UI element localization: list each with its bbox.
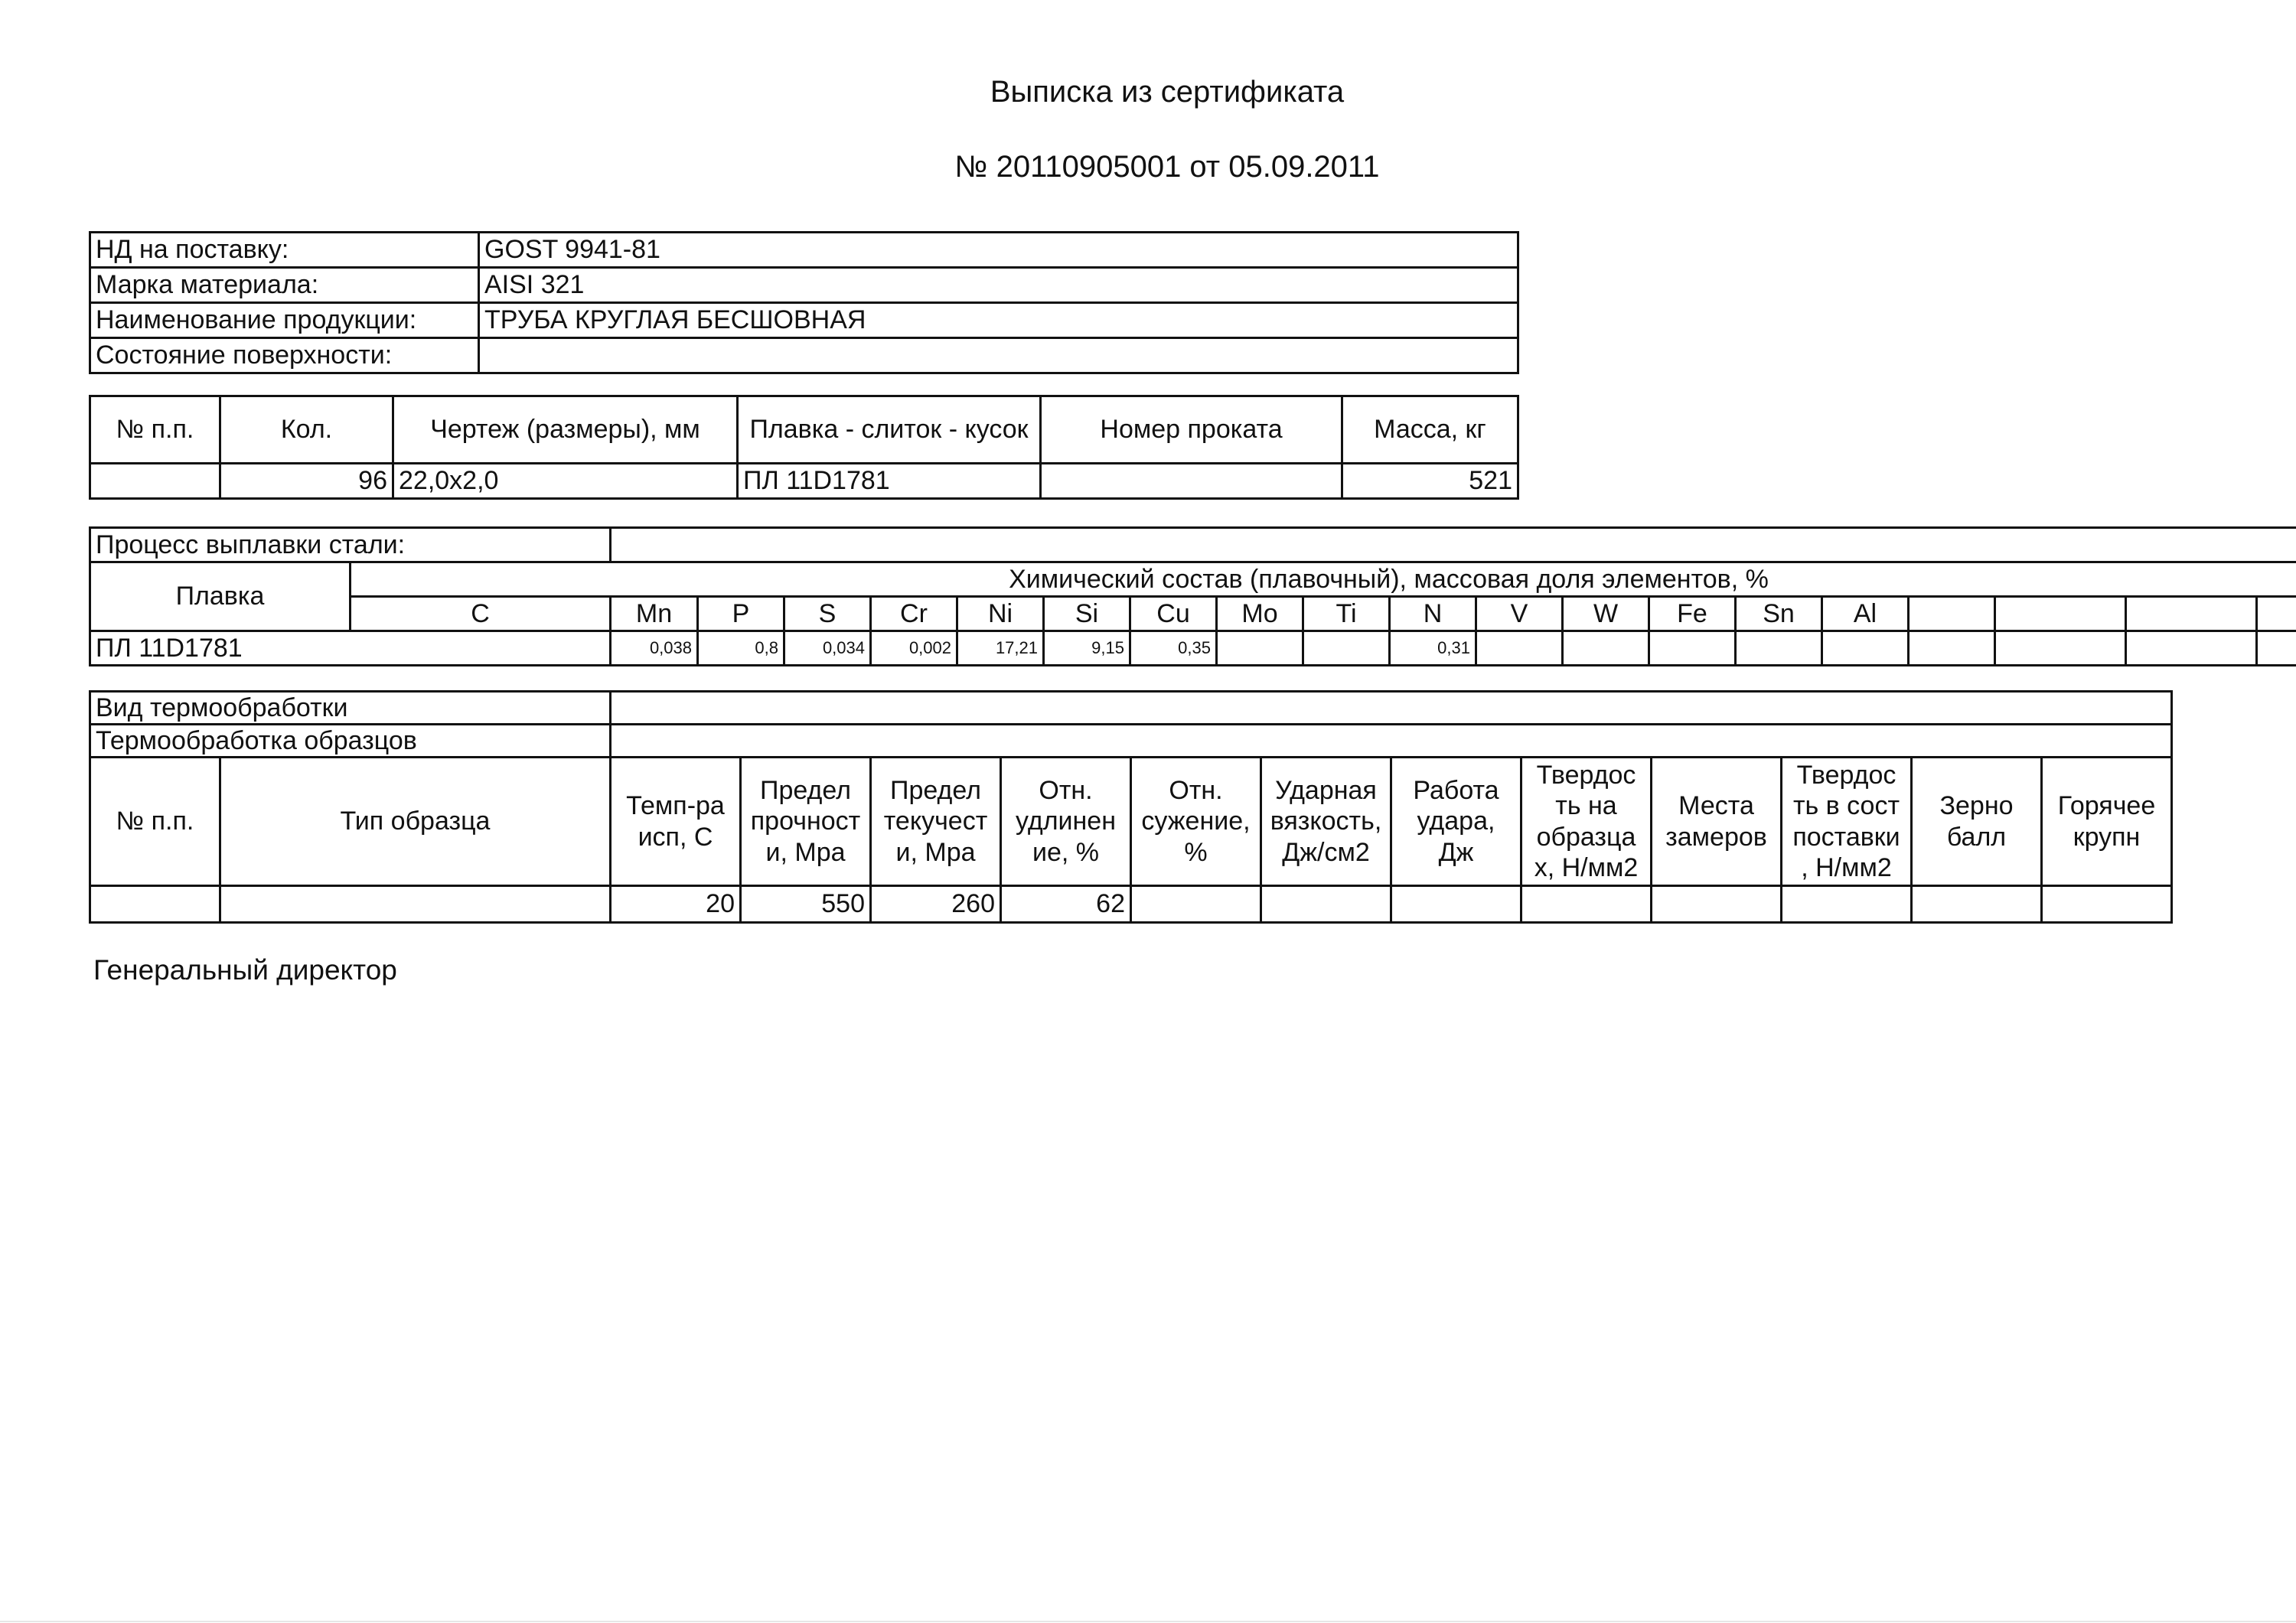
- element-header-cell: Si: [1044, 597, 1130, 631]
- mechanical-header-cell: Тип образца: [220, 758, 611, 886]
- element-value-cell: [1822, 631, 1909, 666]
- mechanical-header-cell: Темп-ра исп, С: [611, 758, 741, 886]
- element-value-cell: [1476, 631, 1563, 666]
- mechanical-cell: [220, 886, 611, 923]
- element-header-cell: Mo: [1217, 597, 1303, 631]
- info-row: [90, 303, 1518, 338]
- signature-label: Генеральный директор: [93, 954, 397, 986]
- mechanical-cell: 62: [1001, 886, 1131, 923]
- info-label: Состояние поверхности:: [90, 338, 479, 373]
- mechanical-cell: 20: [611, 886, 741, 923]
- element-header-cell: Fe: [1649, 597, 1736, 631]
- element-value-cell: [1217, 631, 1303, 666]
- melt-value: ПЛ 11D1781: [90, 631, 611, 666]
- mechanical-header-cell: Работа удара, Дж: [1391, 758, 1521, 886]
- element-value-cell: 0,31: [1390, 631, 1476, 666]
- process-value: [611, 528, 2296, 562]
- product-header-cell: Масса, кг: [1342, 396, 1518, 464]
- process-label: Процесс выплавки стали:: [90, 528, 611, 562]
- product-cell: [90, 464, 220, 499]
- product-header-cell: Плавка - слиток - кусок: [738, 396, 1041, 464]
- product-cell: ПЛ 11D1781: [738, 464, 1041, 499]
- element-value-cell: 0,038: [611, 631, 698, 666]
- element-header-cell: P: [698, 597, 784, 631]
- element-value-cell: [2257, 631, 2296, 666]
- product-cell: 521: [1342, 464, 1518, 499]
- mechanical-header-cell: Зерно балл: [1912, 758, 2042, 886]
- element-header-cell: Ni: [957, 597, 1044, 631]
- heat-treatment-label: Вид термообработки: [90, 692, 611, 725]
- mechanical-cell: [1131, 886, 1261, 923]
- scan-edge-line: [0, 1621, 2296, 1622]
- element-value-cell: 0,002: [871, 631, 957, 666]
- product-header-cell: Кол.: [220, 396, 393, 464]
- info-row: [90, 233, 1518, 268]
- element-value-cell: 0,8: [698, 631, 784, 666]
- element-header-cell: Cr: [871, 597, 957, 631]
- sample-treatment-row: [90, 725, 2172, 758]
- element-header-cell: C: [351, 597, 611, 631]
- composition-header-row: [90, 562, 2296, 597]
- product-header-cell: № п.п.: [90, 396, 220, 464]
- info-table: [89, 231, 1519, 374]
- info-value: AISI 321: [479, 268, 1518, 303]
- info-value: [479, 338, 1518, 373]
- process-row: [90, 528, 2296, 562]
- element-header-cell: [2257, 597, 2296, 631]
- info-label: Наименование продукции:: [90, 303, 479, 338]
- product-table: [89, 395, 1519, 500]
- info-label: НД на поставку:: [90, 233, 479, 268]
- mechanical-cell: [1521, 886, 1652, 923]
- sample-treatment-value: [611, 725, 2172, 758]
- product-cell: 22,0x2,0: [393, 464, 738, 499]
- mechanical-cell: [1912, 886, 2042, 923]
- info-label: Марка материала:: [90, 268, 479, 303]
- mechanical-cell: [1782, 886, 1912, 923]
- product-header-cell: Номер проката: [1041, 396, 1342, 464]
- element-value-cell: [1649, 631, 1736, 666]
- elements-row: [90, 597, 2296, 631]
- mechanical-header-row: [90, 758, 2172, 886]
- chemistry-table: [89, 526, 2296, 666]
- element-value-cell: 0,034: [784, 631, 871, 666]
- sample-treatment-label: Термообработка образцов: [90, 725, 611, 758]
- element-header-cell: S: [784, 597, 871, 631]
- document-title: Выписка из сертификата: [990, 75, 1345, 109]
- element-header-cell: [2126, 597, 2257, 631]
- heat-treatment-row: [90, 692, 2172, 725]
- element-value-cell: [1909, 631, 1995, 666]
- element-header-cell: Al: [1822, 597, 1909, 631]
- mechanical-cell: [1391, 886, 1521, 923]
- element-header-cell: [1995, 597, 2126, 631]
- heat-treatment-value: [611, 692, 2172, 725]
- mechanical-header-cell: Отн. удлинен ие, %: [1001, 758, 1131, 886]
- element-value-cell: [1563, 631, 1649, 666]
- mechanical-cell: [90, 886, 220, 923]
- mechanical-header-cell: Отн. сужение, %: [1131, 758, 1261, 886]
- mechanical-header-cell: Предел текучест и, Мра: [871, 758, 1001, 886]
- element-value-cell: 9,15: [1044, 631, 1130, 666]
- element-header-cell: Cu: [1130, 597, 1217, 631]
- element-value-cell: [1303, 631, 1390, 666]
- mechanical-cell: [1261, 886, 1391, 923]
- element-header-cell: W: [1563, 597, 1649, 631]
- mechanical-cell: [2042, 886, 2172, 923]
- element-value-cell: [1736, 631, 1822, 666]
- mechanical-header-cell: Твердос ть на образца х, Н/мм2: [1521, 758, 1652, 886]
- element-value-cell: 0,35: [1130, 631, 1217, 666]
- element-header-cell: Ti: [1303, 597, 1390, 631]
- element-value-cell: [2126, 631, 2257, 666]
- mechanical-cell: [1652, 886, 1782, 923]
- composition-header: Химический состав (плавочный), массовая доля элементов, %: [351, 562, 2296, 597]
- mechanical-data-row: [90, 886, 2172, 923]
- element-header-cell: Mn: [611, 597, 698, 631]
- mechanical-table: [89, 690, 2173, 924]
- product-data-row: [90, 464, 1518, 499]
- mechanical-cell: 260: [871, 886, 1001, 923]
- mechanical-header-cell: Предел прочност и, Мра: [741, 758, 871, 886]
- product-header-cell: Чертеж (размеры), мм: [393, 396, 738, 464]
- mechanical-header-cell: Ударная вязкость, Дж/см2: [1261, 758, 1391, 886]
- element-header-cell: [1909, 597, 1995, 631]
- mechanical-header-cell: Места замеров: [1652, 758, 1782, 886]
- product-cell: [1041, 464, 1342, 499]
- mechanical-header-cell: Твердос ть в сост поставки , Н/мм2: [1782, 758, 1912, 886]
- product-header-row: [90, 396, 1518, 464]
- melt-header: Плавка: [90, 562, 351, 631]
- info-value: ТРУБА КРУГЛАЯ БЕСШОВНАЯ: [479, 303, 1518, 338]
- product-cell: 96: [220, 464, 393, 499]
- element-value-cell: [1995, 631, 2126, 666]
- element-header-cell: N: [1390, 597, 1476, 631]
- info-value: GOST 9941-81: [479, 233, 1518, 268]
- element-value-cell: 17,21: [957, 631, 1044, 666]
- element-header-cell: Sn: [1736, 597, 1822, 631]
- chem-values-row: [90, 631, 2296, 666]
- info-row: [90, 338, 1518, 373]
- element-header-cell: V: [1476, 597, 1563, 631]
- mechanical-header-cell: № п.п.: [90, 758, 220, 886]
- info-row: [90, 268, 1518, 303]
- mechanical-header-cell: Горячее крупн: [2042, 758, 2172, 886]
- certificate-number: № 20110905001 от 05.09.2011: [954, 150, 1380, 184]
- mechanical-cell: 550: [741, 886, 871, 923]
